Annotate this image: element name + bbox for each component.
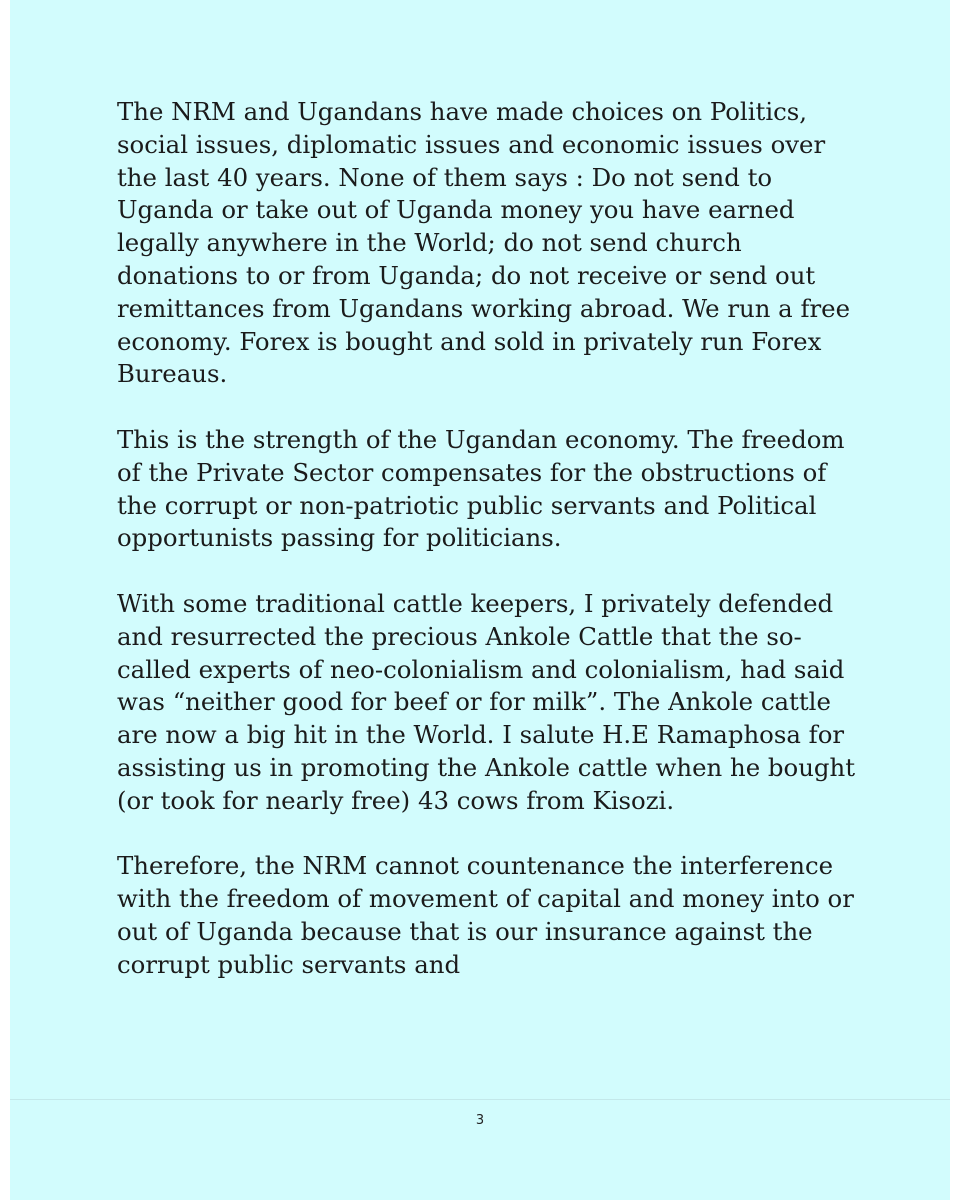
paragraph-ankole-cattle: With some traditional cattle keepers, I privately defended and resurrected the precious Ankole Cattle that the so-called experts of neo-colonialism and colonialism, had said was “neither good for beef or for milk”. The Ankole cattle are now a big hit in the World. I salute H.E Ramaphosa for assisting us in promoting the Ankole cattle when he bought (or took for nearly free) 43 cows from Kisozi. xyxy=(117,588,856,815)
paragraph-capital-freedom: The NRM and Ugandans have made choices on Politics, social issues, diplomatic issues and economic issues over the last 40 years. None of them says : Do not send to Uganda or take out of Uganda money you have earned legally anywhere in the World; do not send church donations to or from Uganda; do not receive or send out remittances from Ugandans working abroad. We run a free economy. Forex is bought and sold in privately run Forex Bureaus. xyxy=(117,97,851,389)
document-body xyxy=(117,96,857,1014)
paragraph-nrm-position: Therefore, the NRM cannot countenance the interference with the freedom of movement of capital and money into or out of Uganda because that is our insurance against the corrupt public servants and xyxy=(117,851,854,979)
paragraph-economy-strength: This is the strength of the Ugandan economy. The freedom of the Private Sector compensates for the obstructions of the corrupt or non-patriotic public servants and Political opportunists passing for politicians. xyxy=(117,424,845,553)
page-number: 3 xyxy=(475,1113,485,1128)
document-page xyxy=(10,0,950,1200)
footer-divider xyxy=(10,1099,950,1100)
